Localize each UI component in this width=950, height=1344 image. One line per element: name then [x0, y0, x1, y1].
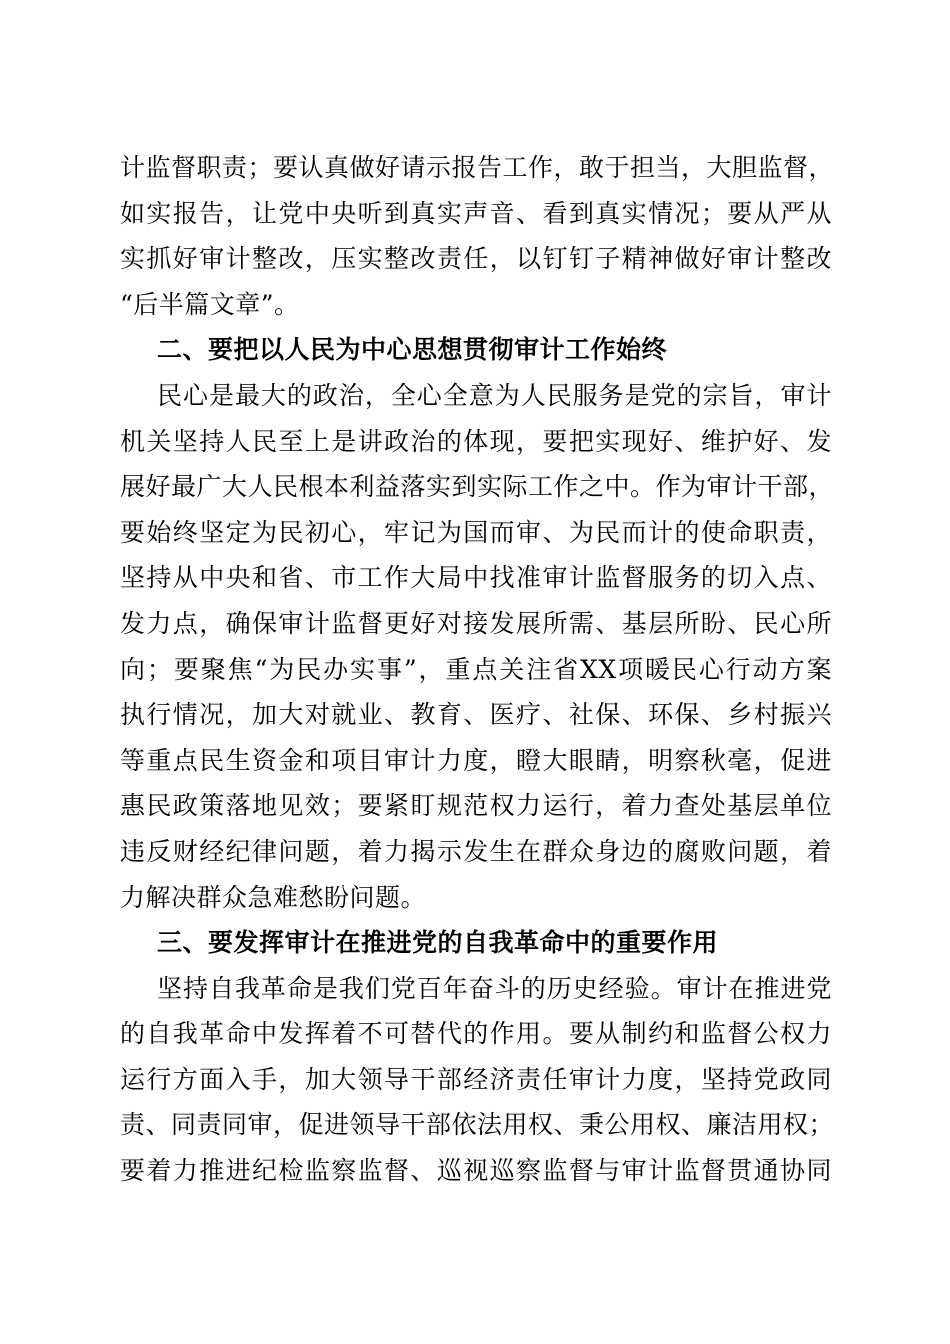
text-line: 民心是最大的政治，全心全意为人民服务是党的宗旨，审计	[157, 380, 832, 410]
text-line: 执行情况，加大对就业、教育、医疗、社保、环保、乡村振兴	[120, 700, 832, 730]
text-line: 向；要聚焦“为民办实事”，重点关注省XX项暖民心行动方案	[120, 654, 832, 684]
section-heading-2: 二、要把以人民为中心思想贯彻审计工作始终	[157, 335, 668, 365]
text-line: 展好最广大人民根本利益落实到实际工作之中。作为审计干部，	[120, 472, 835, 502]
text-line: 力解决群众急难愁盼问题。	[120, 882, 427, 912]
text-line: 坚持自我革命是我们党百年奋斗的历史经验。审计在推进党	[157, 973, 832, 1003]
text-line: 要始终坚定为民初心，牢记为国而审、为民而计的使命职责，	[120, 517, 832, 547]
text-line: 坚持从中央和省、市工作大局中找准审计监督服务的切入点、	[120, 563, 832, 593]
paragraph-section-2	[120, 373, 835, 920]
text-line: 责、同责同审，促进领导干部依法用权、秉公用权、廉洁用权；	[120, 1110, 835, 1140]
text-line: 惠民政策落地见效；要紧盯规范权力运行，着力查处基层单位	[120, 791, 832, 821]
text-line: 违反财经纪律问题，着力揭示发生在群众身边的腐败问题，着	[120, 836, 832, 866]
section-heading-3: 三、要发挥审计在推进党的自我革命中的重要作用	[157, 928, 719, 958]
text-line: 机关坚持人民至上是讲政治的体现，要把实现好、维护好、发	[120, 426, 832, 456]
text-line: 发力点，确保审计监督更好对接发展所需、基层所盼、民心所	[120, 608, 832, 638]
paragraph-section-3	[120, 966, 835, 1194]
text-line: “后半篇文章”。	[120, 289, 300, 319]
text-line: 实抓好审计整改，压实整改责任，以钉钉子精神做好审计整改	[120, 244, 832, 274]
text-line: 运行方面入手，加大领导干部经济责任审计力度，坚持党政同	[120, 1064, 832, 1094]
text-line: 如实报告，让党中央听到真实声音、看到真实情况；要从严从	[120, 198, 832, 228]
paragraph-continued	[120, 145, 835, 327]
text-line: 要着力推进纪检监察监督、巡视巡察监督与审计监督贯通协同	[120, 1156, 832, 1186]
text-line: 的自我革命中发挥着不可替代的作用。要从制约和监督公权力	[120, 1019, 832, 1049]
text-line: 计监督职责；要认真做好请示报告工作，敢于担当，大胆监督，	[120, 153, 835, 182]
document-body	[120, 145, 835, 1194]
text-line: 等重点民生资金和项目审计力度，瞪大眼睛，明察秋毫，促进	[120, 745, 832, 775]
